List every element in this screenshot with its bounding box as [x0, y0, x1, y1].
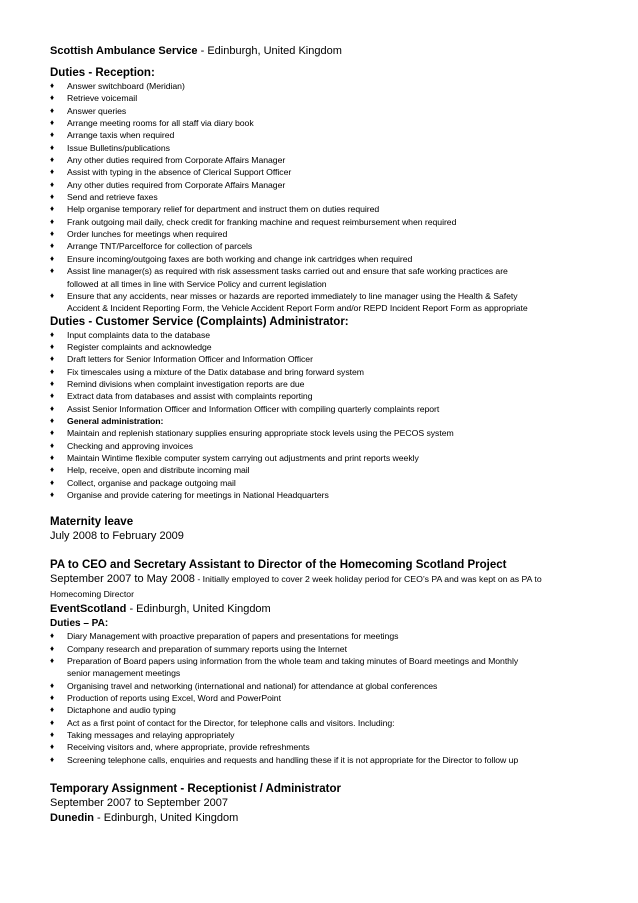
list-item — [50, 643, 598, 655]
list-item — [50, 203, 598, 215]
job-note-pa-ceo: Homecoming Director — [50, 589, 135, 600]
list-item — [50, 166, 598, 178]
list-item — [50, 129, 598, 141]
list-item-text: Production of reports using Excel, Word and PowerPoint — [67, 693, 281, 704]
employer-eventscotland: EventScotland - Edinburgh, United Kingdom — [50, 603, 271, 616]
list-item — [50, 754, 598, 766]
bullet-diamond-icon: ♦ — [50, 192, 55, 202]
list-item-text: Order lunches for meetings when required — [67, 229, 228, 240]
bullet-diamond-icon: ♦ — [50, 329, 55, 339]
list-item — [50, 117, 598, 129]
list-item-text: Organising travel and networking (international and national) for attendance at global conferences — [67, 680, 438, 691]
list-item-text: Ensure that any accidents, near misses or hazards are reported immediately to line manager using the Health & Safety Accident & Incident Reporting Form, the Vehicle Accident Report Form and/or REPD Incident Report Form as appropriate — [67, 290, 528, 314]
bullet-diamond-icon: ♦ — [50, 742, 55, 752]
employer-dunedin: Dunedin - Edinburgh, United Kingdom — [50, 812, 239, 825]
duties-complaints-heading: Duties - Customer Service (Complaints) Administrator: — [50, 315, 349, 328]
bullet-diamond-icon: ♦ — [50, 354, 55, 364]
list-item-text: Screening telephone calls, enquiries and requests and handling these if it is not appropriate for the Director to follow up — [67, 754, 519, 765]
list-item — [50, 240, 598, 252]
list-item-text: Input complaints data to the database — [67, 329, 211, 340]
list-item — [50, 680, 598, 692]
bullet-diamond-icon: ♦ — [50, 631, 55, 641]
bullet-diamond-icon: ♦ — [50, 705, 55, 715]
list-item — [50, 489, 598, 501]
list-item-text: Extract data from databases and assist with complaints reporting — [67, 391, 313, 402]
list-item-text: Assist Senior Information Officer and Information Officer with compiling quarterly complaints report — [67, 403, 440, 414]
bullet-diamond-icon: ♦ — [50, 680, 55, 690]
duties-complaints-list — [50, 329, 598, 502]
list-item-text: Maintain Wintime flexible computer system carrying out adjustments and print reports weekly — [67, 452, 419, 463]
list-item-text: Frank outgoing mail daily, check credit for franking machine and request reimbursement when required — [67, 216, 457, 227]
bullet-diamond-icon: ♦ — [50, 465, 55, 475]
job-title-pa-ceo: PA to CEO and Secretary Assistant to Director of the Homecoming Scotland Project — [50, 559, 507, 572]
bullet-diamond-icon: ♦ — [50, 366, 55, 376]
list-item — [50, 142, 598, 154]
bullet-diamond-icon: ♦ — [50, 693, 55, 703]
bullet-diamond-icon: ♦ — [50, 656, 55, 666]
list-item — [50, 290, 598, 315]
bullet-diamond-icon: ♦ — [50, 204, 55, 214]
list-item — [50, 464, 598, 476]
list-item — [50, 452, 598, 464]
list-item-text: Checking and approving invoices — [67, 440, 193, 451]
list-item-text: Assist line manager(s) as required with risk assessment tasks carried out and ensure that safe working practices are followed at all times in line with Service Policy and current legislation — [67, 266, 508, 289]
maternity-leave-dates: July 2008 to February 2009 — [50, 530, 184, 543]
list-item-text: Assist with typing in the absence of Clerical Support Officer — [67, 167, 292, 178]
list-item-text: Arrange taxis when required — [67, 130, 175, 141]
list-item-text: Organise and provide catering for meetings in National Headquarters — [67, 490, 329, 500]
employer-scottish-ambulance: Scottish Ambulance Service - Edinburgh, United Kingdom — [50, 45, 342, 57]
list-item-text: Maintain and replenish stationary supplies ensuring appropriate stock levels using the PECOS system — [67, 428, 454, 439]
bullet-diamond-icon: ♦ — [50, 167, 55, 177]
bullet-diamond-icon: ♦ — [50, 428, 55, 438]
duties-pa-list — [50, 630, 598, 766]
list-item — [50, 415, 598, 427]
bullet-diamond-icon: ♦ — [50, 490, 55, 499]
list-item — [50, 265, 598, 290]
bullet-diamond-icon: ♦ — [50, 81, 55, 90]
list-item-text: Fix timescales using a mixture of the Datix database and bring forward system — [67, 366, 364, 377]
list-item-text: Any other duties required from Corporate Affairs Manager — [67, 155, 286, 166]
bullet-diamond-icon: ♦ — [50, 440, 55, 450]
list-item-text: Arrange TNT/Parcelforce for collection of parcels — [67, 241, 253, 252]
list-item — [50, 366, 598, 378]
duties-reception-list — [50, 80, 598, 315]
list-item-text: Answer queries — [67, 105, 127, 116]
list-item-text: Help, receive, open and distribute incoming mail — [67, 465, 250, 476]
list-item-text: Receiving visitors and, where appropriate, provide refreshments — [67, 742, 310, 753]
job-dates-temporary: September 2007 to September 2007 — [50, 797, 228, 810]
list-item — [50, 717, 598, 729]
bullet-diamond-icon: ♦ — [50, 118, 55, 128]
list-item-text: Answer switchboard (Meridian) — [67, 81, 185, 91]
list-item — [50, 228, 598, 240]
list-item — [50, 378, 598, 390]
bullet-diamond-icon: ♦ — [50, 216, 55, 226]
bullet-diamond-icon: ♦ — [50, 290, 55, 300]
list-item — [50, 741, 598, 753]
maternity-leave-title: Maternity leave — [50, 516, 134, 529]
list-item-text: Taking messages and relaying appropriately — [67, 730, 235, 741]
bullet-diamond-icon: ♦ — [50, 155, 55, 165]
list-item — [50, 353, 598, 365]
bullet-diamond-icon: ♦ — [50, 266, 55, 276]
list-item — [50, 403, 598, 415]
list-item — [50, 729, 598, 741]
list-item — [50, 92, 598, 104]
list-item-text: Preparation of Board papers using information from the whole team and taking minutes of Board meetings and Monthly senior management meetings — [67, 656, 519, 679]
bullet-diamond-icon: ♦ — [50, 391, 55, 401]
list-item — [50, 655, 598, 680]
bullet-diamond-icon: ♦ — [50, 730, 55, 740]
list-item-text: Send and retrieve faxes — [67, 192, 158, 203]
list-item-text: Diary Management with proactive preparation of papers and presentations for meetings — [67, 631, 399, 642]
list-item — [50, 253, 598, 265]
list-item-text: Collect, organise and package outgoing mail — [67, 477, 236, 488]
list-item — [50, 692, 598, 704]
bullet-diamond-icon: ♦ — [50, 142, 55, 152]
list-item-text: General administration: — [67, 415, 164, 426]
job-dates-pa-ceo: September 2007 to May 2008 - Initially employed to cover 2 week holiday period for CEO’s PA and was kept on as PA to — [50, 573, 542, 586]
bullet-diamond-icon: ♦ — [50, 415, 55, 425]
list-item — [50, 390, 598, 402]
list-item — [50, 427, 598, 439]
list-item — [50, 477, 598, 489]
bullet-diamond-icon: ♦ — [50, 477, 55, 487]
bullet-diamond-icon: ♦ — [50, 452, 55, 462]
list-item — [50, 216, 598, 228]
bullet-diamond-icon: ♦ — [50, 643, 55, 653]
bullet-diamond-icon: ♦ — [50, 93, 55, 103]
bullet-diamond-icon: ♦ — [50, 253, 55, 263]
list-item — [50, 80, 598, 92]
list-item-text: Draft letters for Senior Information Officer and Information Officer — [67, 354, 313, 365]
list-item — [50, 105, 598, 117]
duties-reception-heading: Duties - Reception: — [50, 67, 155, 79]
bullet-diamond-icon: ♦ — [50, 130, 55, 140]
job-title-temporary: Temporary Assignment - Receptionist / Administrator — [50, 783, 341, 796]
list-item-text: Ensure incoming/outgoing faxes are both working and change ink cartridges when required — [67, 253, 413, 264]
bullet-diamond-icon: ♦ — [50, 229, 55, 239]
list-item — [50, 630, 598, 642]
resume-page — [50, 44, 598, 825]
list-item — [50, 191, 598, 203]
bullet-diamond-icon: ♦ — [50, 105, 55, 115]
list-item-text: Help organise temporary relief for department and instruct them on duties required — [67, 204, 380, 215]
list-item — [50, 179, 598, 191]
list-item-text: Retrieve voicemail — [67, 93, 138, 104]
list-item — [50, 440, 598, 452]
list-item-text: Any other duties required from Corporate Affairs Manager — [67, 179, 286, 190]
list-item-text: Remind divisions when complaint investigation reports are due — [67, 378, 305, 389]
list-item-text: Register complaints and acknowledge — [67, 341, 212, 352]
bullet-diamond-icon: ♦ — [50, 717, 55, 727]
bullet-diamond-icon: ♦ — [50, 179, 55, 189]
list-item-text: Arrange meeting rooms for all staff via diary book — [67, 118, 254, 129]
list-item — [50, 341, 598, 353]
list-item-text: Act as a first point of contact for the Director, for telephone calls and visitors. Including: — [67, 717, 395, 728]
bullet-diamond-icon: ♦ — [50, 754, 55, 764]
list-item-text: Company research and preparation of summary reports using the Internet — [67, 643, 347, 654]
bullet-diamond-icon: ♦ — [50, 341, 55, 351]
bullet-diamond-icon: ♦ — [50, 378, 55, 388]
bullet-diamond-icon: ♦ — [50, 403, 55, 413]
list-item — [50, 329, 598, 341]
list-item — [50, 704, 598, 716]
list-item — [50, 154, 598, 166]
list-item-text: Issue Bulletins/publications — [67, 142, 170, 153]
list-item-text: Dictaphone and audio typing — [67, 705, 176, 716]
bullet-diamond-icon: ♦ — [50, 241, 55, 251]
duties-pa-heading: Duties – PA: — [50, 618, 109, 630]
